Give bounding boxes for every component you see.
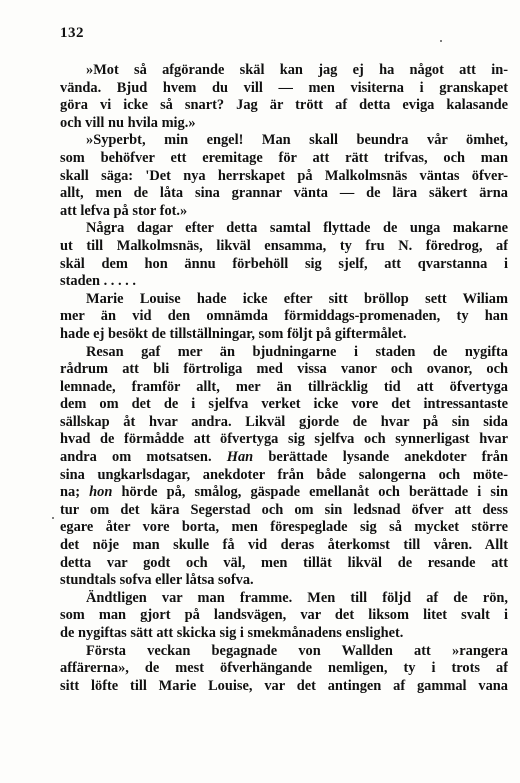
text-line: sina ungkarlsdagar, anekdoter från både salongerna och möte- bbox=[60, 466, 508, 483]
text-line: Marie Louise hade icke efter sitt bröllop sett Wiliam bbox=[86, 290, 508, 307]
text-line: staden . . . . . bbox=[60, 273, 136, 290]
text-line: hvad de förmådde att öfvertyga sig sjelfva och synnerligast hvar bbox=[60, 431, 508, 448]
text-line: göra vi icke så snart? Jag är trött af detta eviga kalasande bbox=[60, 97, 508, 114]
text-line: skäl dem hon ännu förbehöll sig sjelf, att qvarstanna i bbox=[60, 255, 508, 272]
text-line: hade ej besökt de tillställningar, som följt på giftermålet. bbox=[60, 325, 407, 342]
text-line: Ändtligen var man framme. Men till följd af de rön, bbox=[86, 589, 508, 606]
body-text bbox=[60, 62, 508, 695]
text-line: ut till Malkolmsnäs, likväl ensamma, ty fru N. föredrog, af bbox=[60, 237, 508, 254]
text-line: de nygiftas sätt att skicka sig i smekmånadens enslighet. bbox=[60, 625, 404, 641]
text-line: Några dagar efter detta samtal flyttade de unga makarne bbox=[86, 220, 508, 237]
text-line: som man gjort på landsvägen, var det liksom litet svalt i bbox=[60, 607, 508, 624]
text-line: sällskap åt hvar andra. Likväl gjorde de hvar på sin sida bbox=[60, 413, 508, 430]
text-line: Första veckan begagnade von Wallden att »rangera bbox=[86, 642, 508, 659]
text-line: »Syperbt, min engel! Man skall beundra vår ömhet, bbox=[86, 132, 508, 149]
page-number: 132 bbox=[60, 25, 84, 41]
text-line: det nöje man skulle få vid deras återkomst till våren. Allt bbox=[60, 537, 508, 554]
text-line: andra om motsatsen. Han berättade lysande anekdoter från bbox=[60, 449, 508, 466]
text-line: dem om det de i sjelfva verket icke vore det intressantaste bbox=[60, 396, 508, 413]
text-line: rådrum att bli förtroliga med vissa vanor och ovanor, och bbox=[60, 361, 508, 378]
text-line: detta var godt och väl, men tillät likväl de resande att bbox=[60, 554, 508, 571]
paper-speck bbox=[440, 40, 442, 42]
text-line: Resan gaf mer än bjudningarne i staden de nygifta bbox=[86, 343, 508, 360]
text-line: vända. Bjud hvem du vill — men visiterna i granskapet bbox=[60, 79, 508, 96]
text-line: affärerna», de mest öfverhängande nemligen, ty i trots af bbox=[60, 660, 508, 677]
paper-speck bbox=[52, 517, 54, 519]
text-line: lemnade, framför allt, mer än tillräcklig tid att öfvertyga bbox=[60, 378, 508, 395]
text-line: som behöfver ett eremitage för att rätt trifvas, och man bbox=[60, 149, 508, 166]
text-line: skall säga: 'Det nya herrskapet på Malkolmsnäs väntas öfver- bbox=[60, 167, 508, 184]
text-line: stundtals sofva eller låtsa sofva. bbox=[60, 572, 254, 589]
text-line: »Mot så afgörande skäl kan jag ej ha något att in- bbox=[86, 62, 508, 78]
text-line: mer än vid den omnämda förmiddags-promenaden, ty han bbox=[60, 308, 508, 325]
text-line: tur om det kära Segerstad och om sin ledsnad öfver att dess bbox=[60, 501, 508, 518]
text-line: sitt löfte till Marie Louise, var det antingen af gammal vana bbox=[60, 677, 508, 694]
text-line: na; hon hörde på, smålog, gäspade emellanåt och berättade i sin bbox=[60, 484, 508, 501]
text-line: allt, men de låta sina grannar vänta — de lära säkert ärna bbox=[60, 185, 508, 202]
text-line: egare åter vore borta, men förespeglade sig så mycket större bbox=[60, 519, 508, 536]
text-line: och vill nu hvila mig.» bbox=[60, 114, 196, 131]
text-line: att lefva på stor fot.» bbox=[60, 202, 188, 219]
